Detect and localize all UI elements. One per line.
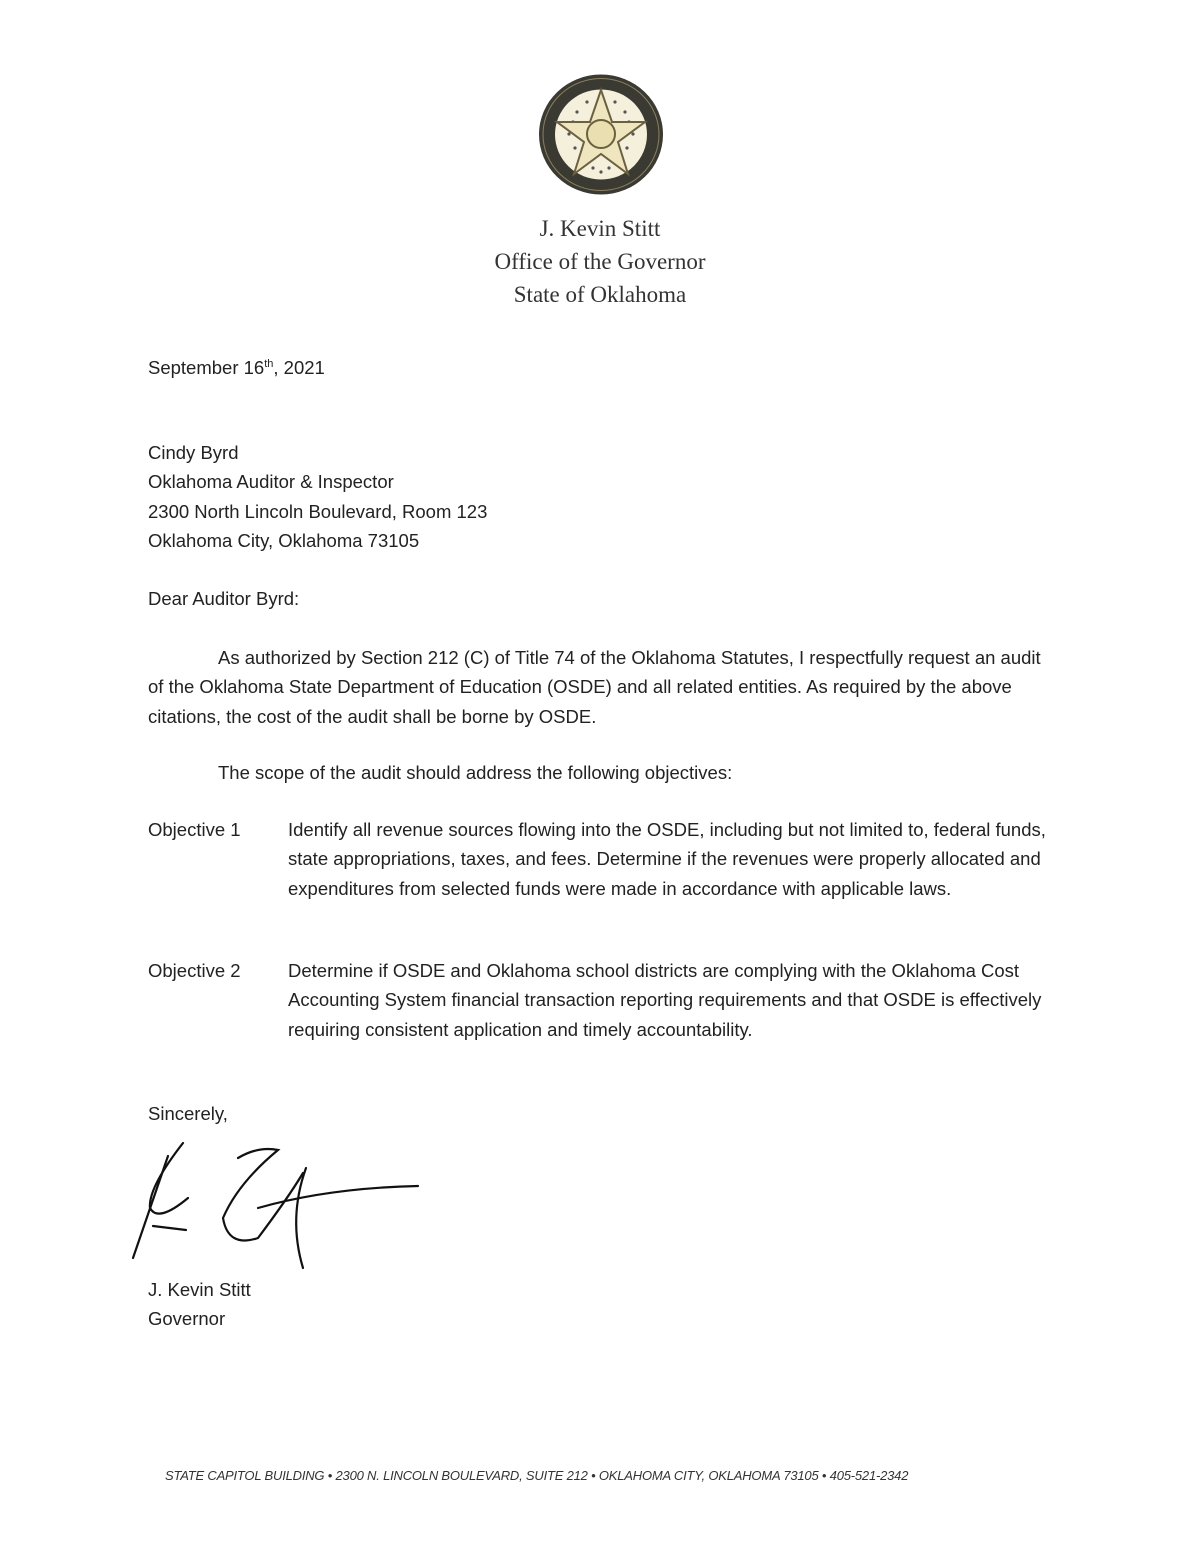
objective-text: Identify all revenue sources flowing into the OSDE, including but not limited to, federal funds, state appropriations, taxes, and fees. Determine if the revenues were properly allocated and expenditures from selected funds were made in accordance with applicable laws. bbox=[288, 819, 1046, 899]
letter-date bbox=[148, 350, 325, 382]
letterhead-name: J. Kevin Stitt bbox=[539, 216, 661, 241]
objective-label: Objective 1 bbox=[148, 819, 241, 840]
date-suffix: th bbox=[264, 358, 274, 370]
recipient-name: Cindy Byrd bbox=[148, 442, 239, 463]
recipient-address-line2: Oklahoma City, Oklahoma 73105 bbox=[148, 529, 420, 551]
letterhead-state: State of Oklahoma bbox=[513, 282, 687, 307]
closing: Sincerely, bbox=[148, 1103, 228, 1124]
salutation: Dear Auditor Byrd: bbox=[148, 588, 300, 609]
body-paragraph-2: The scope of the audit should address the following objectives: bbox=[218, 762, 733, 783]
signer-name: J. Kevin Stitt bbox=[148, 1279, 251, 1300]
objective-text: Determine if OSDE and Oklahoma school districts are complying with the Oklahoma Cost Accounting System financial transaction reporting requirements and that OSDE is effectively requiring consistent application and timely accountability. bbox=[288, 960, 1042, 1040]
signature-image bbox=[128, 1138, 428, 1273]
signer-title: Governor bbox=[148, 1308, 226, 1330]
date-year: , 2021 bbox=[273, 357, 325, 379]
recipient-address-line1: 2300 North Lincoln Boulevard, Room 123 bbox=[148, 500, 488, 522]
recipient-address bbox=[148, 438, 487, 555]
letterhead-office: Office of the Governor bbox=[494, 249, 706, 274]
recipient-title: Oklahoma Auditor & Inspector bbox=[148, 471, 394, 493]
objective-label: Objective 2 bbox=[148, 960, 241, 981]
body-paragraph-1: As authorized by Section 212 (C) of Title 74 of the Oklahoma Statutes, I respectfully request an audit of the Oklahoma State Department of Education (OSDE) and all related entities. As required by the above citations, the cost of the audit shall be borne by OSDE. bbox=[148, 647, 1041, 727]
objective-2 bbox=[148, 956, 1058, 1044]
date-month-day: September 16 bbox=[148, 357, 265, 379]
letterhead bbox=[400, 212, 800, 311]
state-seal bbox=[537, 72, 665, 197]
letterhead-footer: STATE CAPITOL BUILDING • 2300 N. LINCOLN BOULEVARD, SUITE 212 • OKLAHOMA CITY, OKLAHOMA 73105 • 405-521-2342 bbox=[165, 1468, 909, 1483]
signature-block bbox=[148, 1275, 251, 1334]
objective-1 bbox=[148, 815, 1058, 903]
